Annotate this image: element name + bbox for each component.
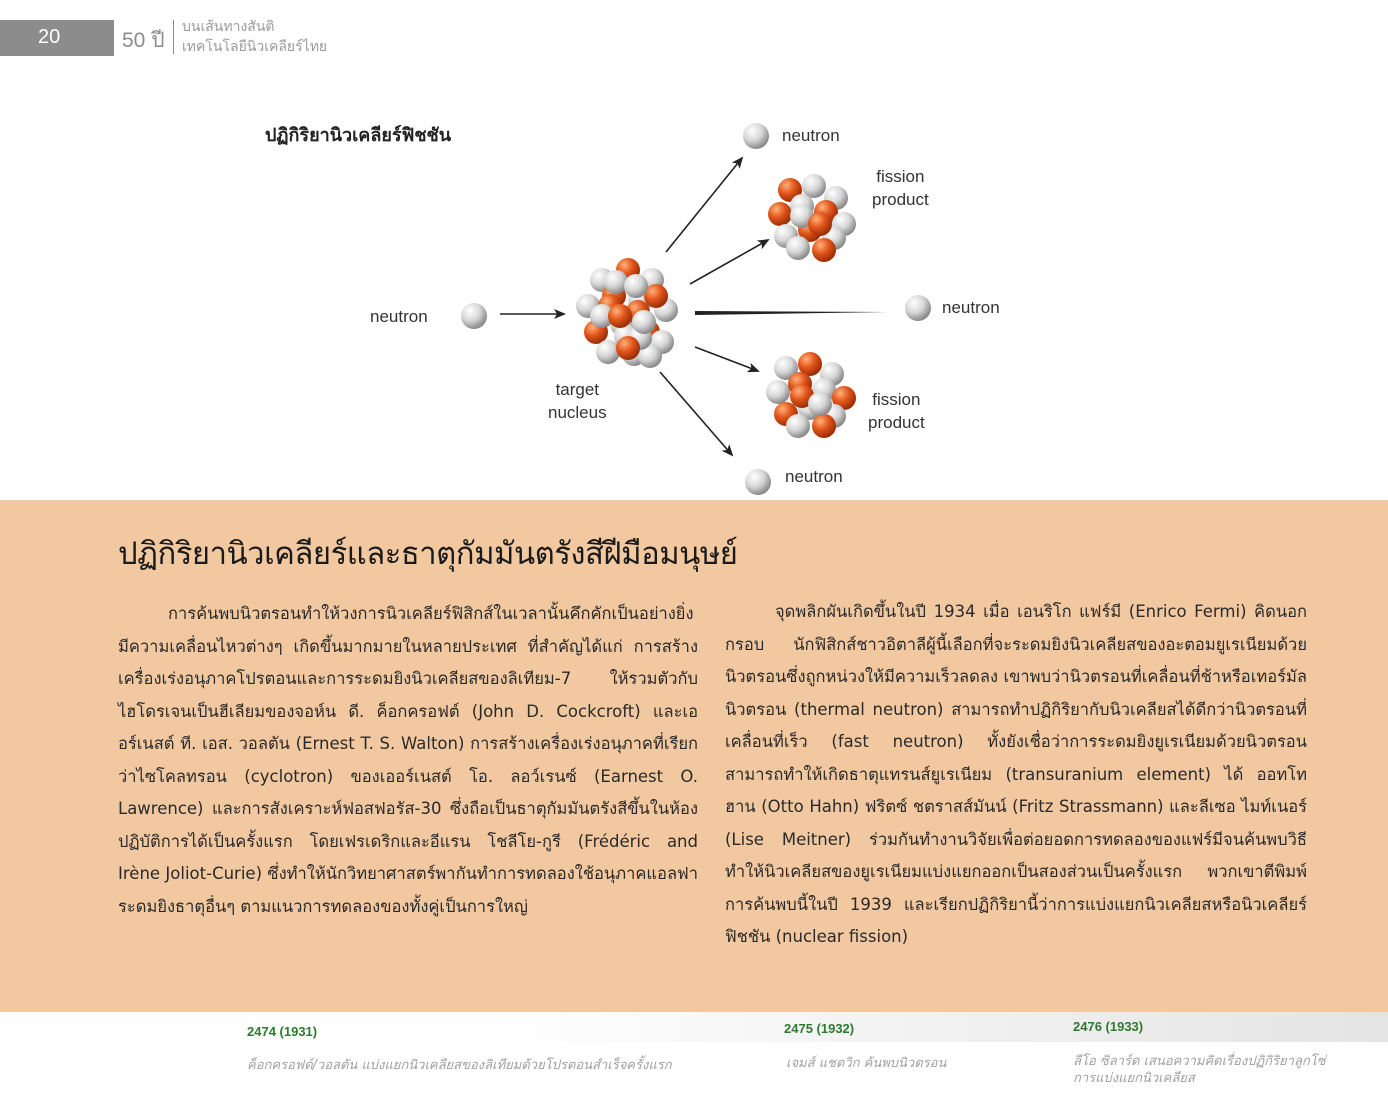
- label-fission-top-line1: fission: [876, 167, 925, 186]
- left-paragraph: การค้นพบนิวตรอนทำให้วงการนิวเคลียร์ฟิสิกส์ในเวลานั้นคึกคักเป็นอย่างยิ่ง มีความเคลื่อนไหวต่างๆ เกิดขึ้นมากมายในหลายประเทศ ที่สำคัญได้แก่ การสร้างเครื่องเร่งอนุภาคโปรตอนและการระดมยิงนิวเคลียสของลิเทียม-7 ให้รวมตัวกับไฮโดรเจนเป็นฮีเลียมของจอห์น ดี. ค็อกครอฟต์ (John D. Cockcroft) และเออร์เนสต์ ที. เอส. วอลตัน (Ernest T. S. Walton) การสร้างเครื่องเร่งอนุภาคที่เรียกว่าไซโคลทรอน (cyclotron) ของเออร์เนสต์ โอ. ลอว์เรนซ์ (Earnest O. Lawrence) และการสังเคราะห์ฟอสฟอรัส-30 ซึ่งถือเป็นธาตุกัมมันตรังสีขึ้นในห้องปฏิบัติการได้เป็นครั้งแรก โดยเฟรเดริกและอีแรน โชลีโย-กูรี (Frédéric and Irène Joliot-Curie) ซึ่งทำให้นักวิทยาศาสตร์พากันทำการทดลองใช้อนุภาคแอลฟาระดมยิงธาตุอื่นๆ ตามแนวการทดลองของทั้งคู่เป็นการใหญ่: [118, 604, 698, 916]
- label-fission-bottom-line2: product: [868, 413, 925, 432]
- arrow-to-neutron-top: [666, 158, 742, 252]
- timeline-year-1933: 2476 (1933): [1073, 1019, 1144, 1034]
- timeline-year-1932: 2475 (1932): [784, 1021, 855, 1036]
- diagram-title: ปฏิกิริยานิวเคลียร์ฟิชชัน: [265, 125, 452, 146]
- fission-product-top: [768, 174, 856, 262]
- label-neutron-bottom: neutron: [785, 467, 843, 486]
- target-nucleus: [576, 258, 678, 368]
- timeline-desc-1932: เจมส์ แชดวิก ค้นพบนิวตรอน: [786, 1056, 947, 1071]
- section-title: ปฏิกิริยานิวเคลียร์และธาตุกัมมันตรังสีฝีมือมนุษย์: [118, 536, 738, 572]
- timeline-desc-1933-line1: ลีโอ ซิลาร์ด เสนอความคิดเรื่องปฏิกิริยาลูกโซ่: [1073, 1054, 1326, 1069]
- arrow-to-fission-bottom: [695, 347, 758, 371]
- timeline-desc-1933-line2: การแบ่งแยกนิวเคลียส: [1073, 1071, 1195, 1086]
- book-title-line2: เทคโนโลยีนิวเคลียร์ไทย: [182, 39, 328, 55]
- left-column: [118, 598, 698, 923]
- label-target-line2: nucleus: [548, 403, 607, 422]
- timeline-desc-1931: ค็อกครอฟต์/วอลตัน แบ่งแยกนิวเคลียสของลิเทียมด้วยโปรตอนสำเร็จครั้งแรก: [247, 1058, 672, 1073]
- timeline-bar: [0, 1012, 1388, 1042]
- right-paragraph: จุดพลิกผันเกิดขึ้นในปี 1934 เมื่อ เอนริโก แฟร์มี (Enrico Fermi) คิดนอกกรอบ นักฟิสิกส์ชาวอิตาลีผู้นี้เลือกที่จะระดมยิงนิวเคลียสของอะตอมยูเรเนียมด้วยนิวตรอนซึ่งถูกหน่วงให้มีความเร็วลดลง เขาพบว่านิวตรอนที่เคลื่อนที่ช้าหรือเทอร์มัลนิวตรอน (thermal neutron) สามารถทำปฏิกิริยากับนิวเคลียสได้ดีกว่านิวตรอนที่เคลื่อนที่เร็ว (fast neutron) ทั้งยังเชื่อว่าการระดมยิงยูเรเนียมด้วยนิวตรอนสามารถทำให้เกิดธาตุแทรนส์ยูเรเนียม (transuranium element) ได้ ออทโท ฮาน (Otto Hahn) ฟริตซ์ ชตราสส์มันน์ (Fritz Strassmann) และลีเซอ ไมท์เนอร์ (Lise Meitner) ร่วมกันทำงานวิจัยเพื่อต่อยอดการทดลองของแฟร์มีจนค้นพบวิธีทำให้นิวเคลียสของยูเรเนียมแบ่งแยกออกเป็นสองส่วนเป็นครั้งแรก พวกเขาตีพิมพ์การค้นพบนี้ในปี 1939 และเรียกปฏิกิริยานี้ว่าการแบ่งแยกนิวเคลียสหรือนิวเคลียร์ฟิชชัน (nuclear fission): [725, 602, 1307, 946]
- label-fission-product-bottom: [868, 388, 925, 434]
- arrow-to-fission-top: [690, 240, 768, 284]
- label-fission-top-line2: product: [872, 190, 929, 209]
- right-column: [725, 596, 1307, 954]
- fission-diagram: [340, 110, 1060, 500]
- timeline-year-1931: 2474 (1931): [247, 1024, 318, 1039]
- label-target-nucleus: [548, 378, 607, 424]
- label-fission-bottom-line1: fission: [872, 390, 921, 409]
- label-neutron-top: neutron: [782, 126, 840, 145]
- book-years: 50 ปี: [122, 29, 165, 52]
- book-title: [182, 17, 327, 57]
- arrow-to-neutron-middle: [695, 311, 888, 315]
- page-number: 20: [38, 26, 61, 48]
- label-neutron-middle: neutron: [942, 298, 1000, 317]
- neutron-bottom-particle: [745, 469, 771, 495]
- book-title-line1: บนเส้นทางสันติ: [182, 19, 275, 35]
- label-incoming-neutron: neutron: [370, 307, 428, 326]
- fission-product-bottom: [766, 352, 856, 438]
- arrow-to-neutron-bottom: [660, 372, 732, 455]
- page-number-box: [0, 20, 114, 56]
- neutron-middle-particle: [905, 295, 931, 321]
- neutron-top-particle: [743, 123, 769, 149]
- timeline-desc-1933: [1073, 1053, 1373, 1087]
- label-fission-product-top: [872, 165, 929, 211]
- header-divider: [173, 20, 174, 54]
- label-target-line1: target: [555, 380, 600, 399]
- incoming-neutron-particle: [461, 303, 487, 329]
